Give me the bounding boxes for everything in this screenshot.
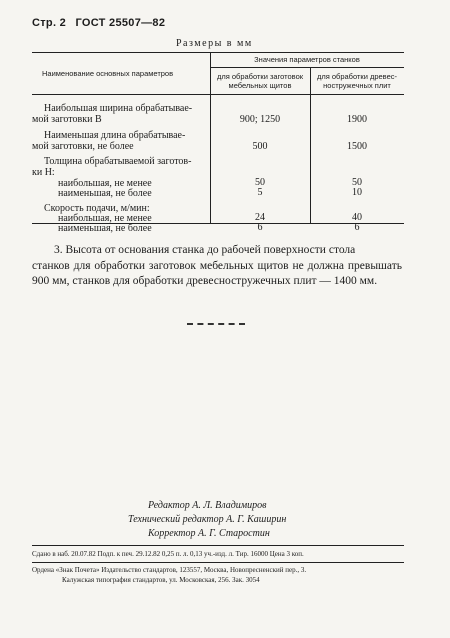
group-header: Значения параметров станков [254, 55, 360, 64]
col-b-header-line1: для обработки древес- [316, 72, 398, 81]
units-title: Размеры в мм [176, 38, 253, 49]
row3-value-b-min: 10 [352, 187, 362, 198]
row3-label-line4: наименьшая, не более [58, 188, 152, 199]
row4-value-a-max: 24 [255, 212, 265, 223]
col-b-header-line2: ностружечных плит [323, 81, 391, 90]
footer-printer: Калужская типография стандартов, ул. Московская, 256. Зак. 3054 [62, 576, 260, 584]
row4-label-line2: наибольшая, не менее [58, 213, 152, 224]
col-param-header: Наименование основных параметров [42, 69, 174, 78]
table-group-rule [210, 67, 404, 68]
corrector-credit: Корректор А. Г. Старостин [148, 528, 270, 539]
row1-value-a: 900; 1250 [239, 114, 281, 125]
row3-label-line2: ки H: [32, 167, 55, 178]
footer-rule-2 [32, 562, 404, 563]
row3-label-line1: Толщина обрабатываемой заготов- [44, 156, 192, 167]
row1-label-line2: мой заготовки B [32, 114, 102, 125]
clause-3-body: станков для обработки заготовок мебельных щитов не должна превышать 900 мм, станков для обработки древесностружечных плит — 1400 мм. [32, 259, 402, 287]
section-separator [187, 323, 245, 325]
standard-number: ГОСТ 25507—82 [75, 17, 166, 29]
row1-label-line1: Наибольшая ширина обрабатывае- [44, 103, 193, 114]
page-header [32, 17, 165, 29]
clause-3 [32, 243, 402, 290]
col-a-header-line1: для обработки заготовок [216, 72, 304, 81]
footer-rule [32, 545, 404, 546]
row3-value-a-max: 50 [255, 177, 265, 188]
row2-label-line2: мой заготовки, не более [32, 141, 134, 152]
row4-value-a-min: 6 [257, 222, 263, 233]
row4-label-line1: Скорость подачи, м/мин: [44, 203, 150, 214]
row1-value-b: 1900 [347, 114, 367, 125]
row2-label-line1: Наименьшая длина обрабатывае- [44, 130, 186, 141]
row3-label-line3: наибольшая, не менее [58, 178, 152, 189]
table-top-rule [32, 52, 404, 53]
row3-value-b-max: 50 [352, 177, 362, 188]
row2-value-b: 1500 [347, 141, 367, 152]
editor-credit: Редактор А. Л. Владимиров [148, 500, 267, 511]
row4-value-b-min: 6 [354, 222, 360, 233]
footer-print-data: Сдано в наб. 20.07.82 Подп. к печ. 29.12.82 0,25 п. л. 0,13 уч.-изд. л. Тир. 16000 Цена 3 коп. [32, 550, 304, 558]
row4-value-b-max: 40 [352, 212, 362, 223]
page-number: Стр. 2 [32, 17, 67, 29]
footer-publisher: Ордена «Знак Почета» Издательство стандартов, 123557, Москва, Новопресненский пер., 3. [32, 566, 307, 574]
tech-editor-credit: Технический редактор А. Г. Каширин [128, 514, 287, 525]
row2-value-a: 500 [252, 141, 268, 152]
clause-3-first-line: 3. Высота от основания станка до рабочей поверхности стола [54, 244, 356, 256]
col-a-header-line2: мебельных щитов [228, 81, 292, 90]
row3-value-a-min: 5 [257, 187, 263, 198]
table-header-rule [32, 94, 404, 95]
row4-label-line3: наименьшая, не более [58, 223, 152, 234]
